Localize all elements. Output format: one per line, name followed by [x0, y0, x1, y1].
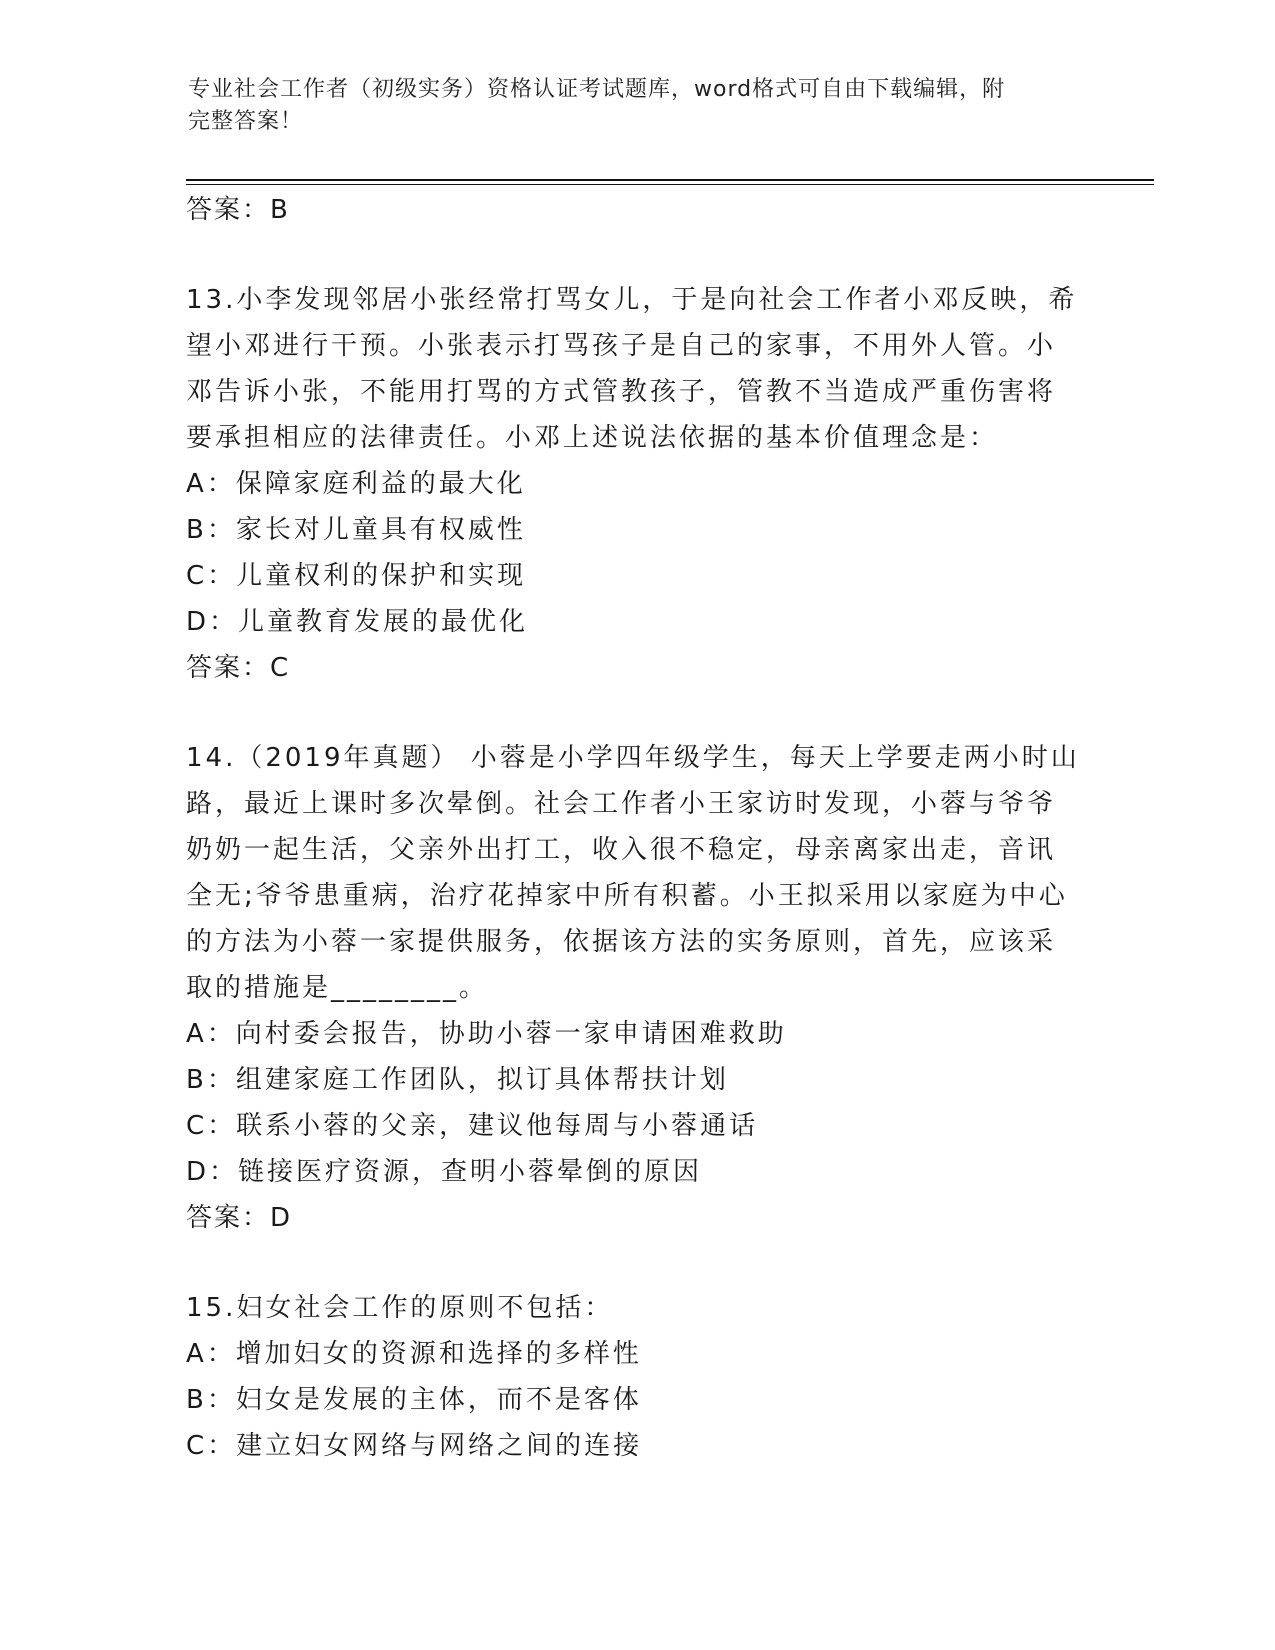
question-text-line: 的方法为小蓉一家提供服务，依据该方法的实务原则，首先，应该采 — [186, 927, 1057, 957]
answer: 答案：C — [186, 653, 291, 683]
question-text-line: 路，最近上课时多次晕倒。社会工作者小王家访时发现，小蓉与爷爷 — [186, 789, 1057, 819]
option-b: B：组建家庭工作团队，拟订具体帮扶计划 — [186, 1065, 729, 1095]
header-rule-thick — [186, 179, 1154, 181]
answer: 答案：D — [186, 1203, 293, 1233]
option-c: C：儿童权利的保护和实现 — [186, 561, 527, 591]
question-text-line: 望小邓进行干预。小张表示打骂孩子是自己的家事，不用外人管。小 — [186, 331, 1057, 361]
question-text-line: 14.（2019年真题） 小蓉是小学四年级学生，每天上学要走两小时山 — [186, 743, 1080, 773]
option-a: A：增加妇女的资源和选择的多样性 — [186, 1339, 642, 1369]
header-line: 完整答案！ — [188, 109, 304, 134]
page-header — [188, 74, 1068, 138]
option-b: B：妇女是发展的主体，而不是客体 — [186, 1385, 642, 1415]
question-block — [186, 735, 1086, 1241]
option-d: D：链接医疗资源，查明小蓉晕倒的原因 — [186, 1157, 703, 1187]
option-a: A：保障家庭利益的最大化 — [186, 469, 526, 499]
question-text-line: 奶奶一起生活，父亲外出打工，收入很不稳定，母亲离家出走，音讯 — [186, 835, 1057, 865]
question-text-line: 取的措施是________。 — [186, 973, 489, 1003]
option-a: A：向村委会报告，协助小蓉一家申请困难救助 — [186, 1019, 787, 1049]
header-line: 专业社会工作者（初级实务）资格认证考试题库，word格式可自由下载编辑，附 — [188, 77, 1006, 102]
option-c: C：联系小蓉的父亲，建议他每周与小蓉通话 — [186, 1111, 759, 1141]
question-text-line: 13.小李发现邻居小张经常打骂女儿，于是向社会工作者小邓反映，希 — [186, 285, 1078, 315]
question-list — [186, 187, 1086, 1469]
option-c: C：建立妇女网络与网络之间的连接 — [186, 1431, 643, 1461]
question-text-line: 邓告诉小张，不能用打骂的方式管教孩子，管教不当造成严重伤害将 — [186, 377, 1057, 407]
question-text-line: 15.妇女社会工作的原则不包括： — [186, 1293, 614, 1323]
question-text-line: 全无;爷爷患重病，治疗花掉家中所有积蓄。小王拟采用以家庭为中心 — [186, 881, 1068, 911]
option-b: B：家长对儿童具有权威性 — [186, 515, 526, 545]
header-rule-thin — [186, 184, 1154, 185]
option-d: D：儿童教育发展的最优化 — [186, 607, 529, 637]
question-block — [186, 277, 1086, 691]
previous-answer: 答案：B — [186, 195, 290, 225]
question-block — [186, 1285, 1086, 1469]
question-text-line: 要承担相应的法律责任。小邓上述说法依据的基本价值理念是： — [186, 423, 999, 453]
